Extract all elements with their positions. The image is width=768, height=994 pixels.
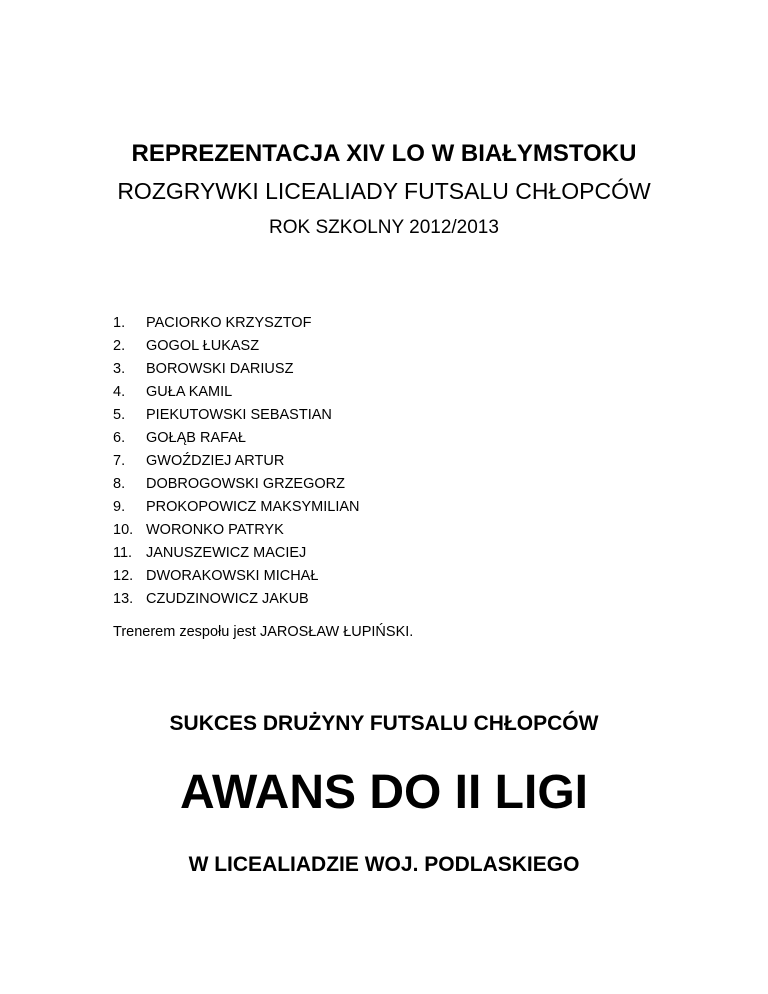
school-year: ROK SZKOLNY 2012/2013	[269, 217, 499, 238]
player-name: BOROWSKI DARIUSZ	[146, 361, 294, 377]
list-item	[113, 588, 360, 611]
list-item	[113, 519, 360, 542]
list-number: 3.	[113, 361, 126, 377]
list-number: 7.	[113, 453, 126, 469]
player-name: CZUDZINOWICZ JAKUB	[146, 591, 309, 607]
list-item	[113, 404, 360, 427]
list-item	[113, 496, 360, 519]
promotion-headline: AWANS DO II LIGI	[179, 766, 589, 819]
list-number: 5.	[113, 407, 126, 423]
list-number: 13.	[113, 591, 134, 607]
player-name: DWORAKOWSKI MICHAŁ	[146, 568, 319, 584]
list-item	[113, 450, 360, 473]
player-name: WORONKO PATRYK	[146, 522, 284, 538]
list-number: 6.	[113, 430, 126, 446]
player-name: GOGOL ŁUKASZ	[146, 338, 260, 354]
list-number: 11.	[113, 545, 133, 561]
player-name: PACIORKO KRZYSZTOF	[146, 315, 312, 331]
player-name: DOBROGOWSKI GRZEGORZ	[146, 476, 345, 492]
player-name: GWOŹDZIEJ ARTUR	[146, 453, 285, 469]
player-name: JANUSZEWICZ MACIEJ	[146, 545, 307, 561]
list-item	[113, 565, 360, 588]
list-item	[113, 312, 360, 335]
player-name: GOŁĄB RAFAŁ	[146, 430, 246, 446]
list-number: 12.	[113, 568, 134, 584]
coach-line: Trenerem zespołu jest JAROSŁAW ŁUPIŃSKI.	[113, 624, 414, 640]
list-item	[113, 358, 360, 381]
success-heading: SUKCES DRUŻYNY FUTSALU CHŁOPCÓW	[169, 712, 599, 735]
player-name: GUŁA KAMIL	[146, 384, 233, 400]
list-number: 8.	[113, 476, 126, 492]
list-number: 9.	[113, 499, 126, 515]
league-line: W LICEALIADZIE WOJ. PODLASKIEGO	[188, 853, 580, 876]
player-name: PROKOPOWICZ MAKSYMILIAN	[146, 499, 360, 515]
list-item	[113, 427, 360, 450]
list-item	[113, 335, 360, 358]
list-number: 4.	[113, 384, 126, 400]
document-title: REPREZENTACJA XIV LO W BIAŁYMSTOKU	[131, 140, 637, 167]
list-number: 10.	[113, 522, 134, 538]
list-item	[113, 381, 360, 404]
list-number: 2.	[113, 338, 126, 354]
list-item	[113, 542, 360, 565]
document-subtitle: ROZGRYWKI LICEALIADY FUTSALU CHŁOPCÓW	[117, 178, 651, 204]
player-name: PIEKUTOWSKI SEBASTIAN	[146, 407, 332, 423]
list-item	[113, 473, 360, 496]
list-number: 1.	[113, 315, 126, 331]
player-roster	[113, 312, 360, 611]
